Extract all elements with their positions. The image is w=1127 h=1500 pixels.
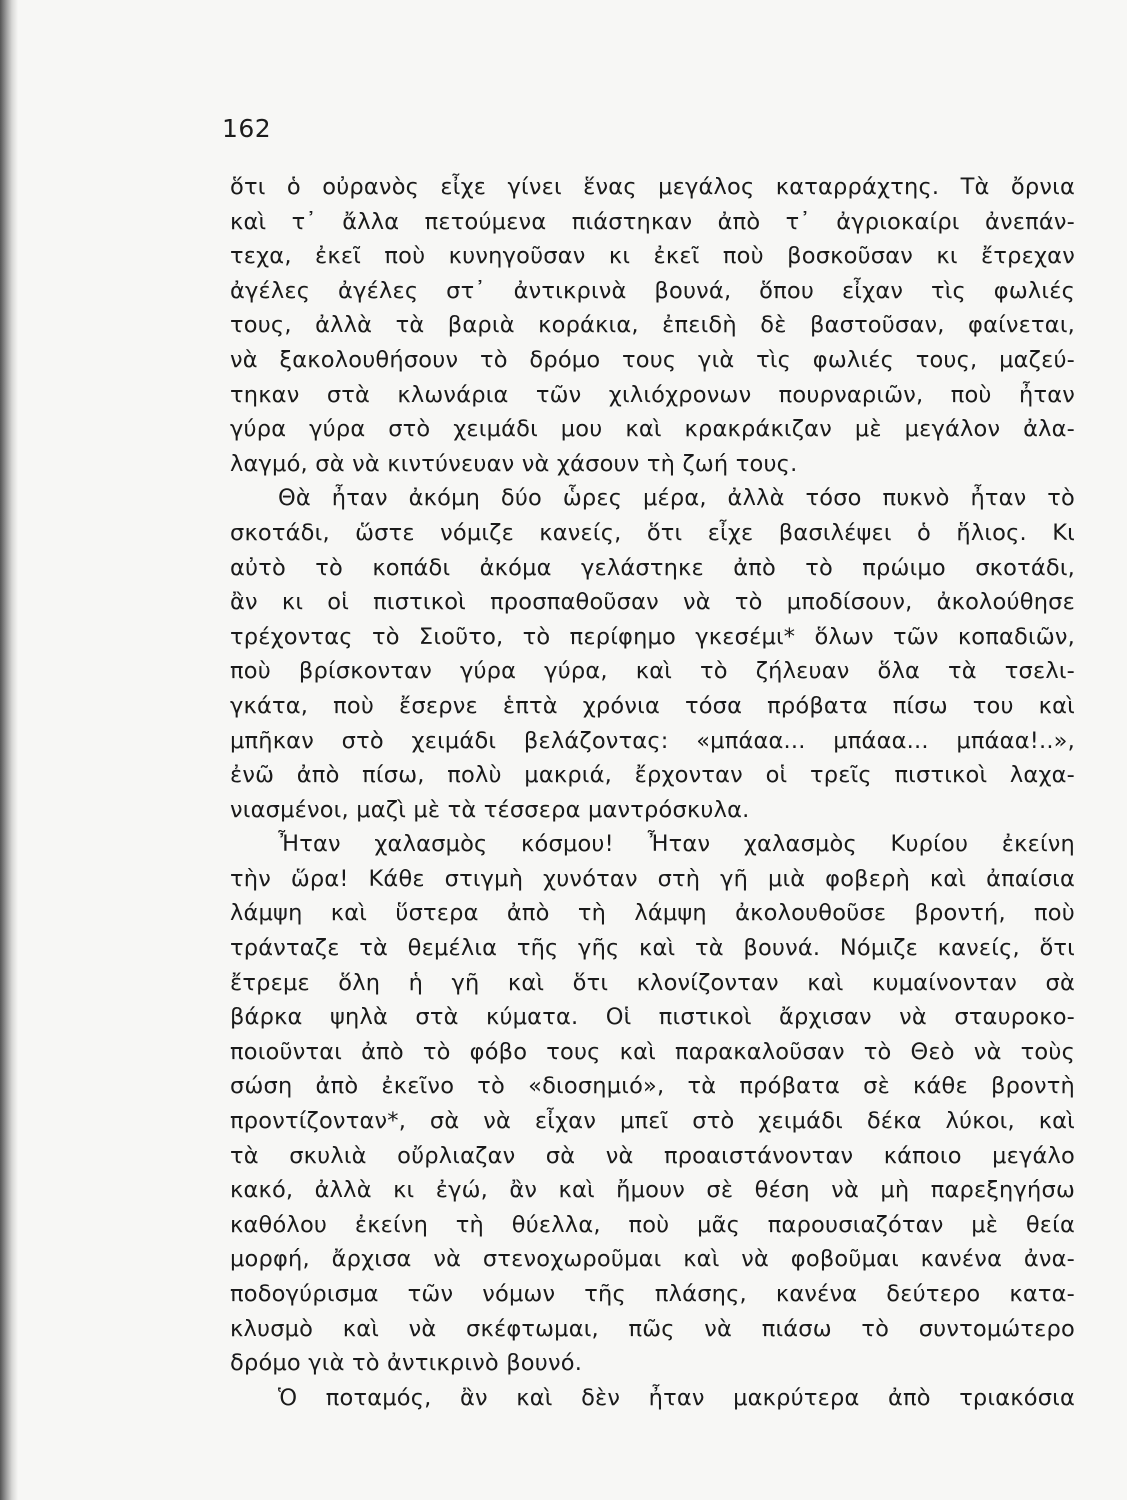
text-line: βάρκα ψηλὰ στὰ κύματα. Οἱ πιστικοὶ ἄρχισαν νὰ σταυροκο- — [230, 1004, 1075, 1031]
text-line: Ἦταν χαλασμὸς κόσμου! Ἦταν χαλασμὸς Κυρίου ἐκείνη — [278, 831, 1075, 858]
text-line: δρόμο γιὰ τὸ ἀντικρινὸ βουνό. — [230, 1350, 583, 1377]
text-line: αὐτὸ τὸ κοπάδι ἀκόμα γελάστηκε ἀπὸ τὸ πρώιμο σκοτάδι, — [230, 554, 1075, 581]
text-line: ἐνῶ ἀπὸ πίσω, πολὺ μακριά, ἔρχονταν οἱ τρεῖς πιστικοὶ λαχα- — [230, 762, 1075, 789]
page-number: 162 — [222, 114, 272, 143]
text-line: τηκαν στὰ κλωνάρια τῶν χιλιόχρονων πουρναριῶν, ποὺ ἦταν — [230, 381, 1075, 408]
text-line: ἂν κι οἱ πιστικοὶ προσπαθοῦσαν νὰ τὸ μποδίσουν, ἀκολούθησε — [230, 589, 1075, 616]
text-line: λαγμό, σὰ νὰ κιντύνευαν νὰ χάσουν τὴ ζωή τους. — [230, 450, 798, 477]
text-line: μορφή, ἄρχισα νὰ στενοχωροῦμαι καὶ νὰ φοβοῦμαι κανένα ἀνα- — [230, 1246, 1075, 1273]
text-line: τεχα, ἐκεῖ ποὺ κυνηγοῦσαν κι ἐκεῖ ποὺ βοσκοῦσαν κι ἔτρεχαν — [230, 243, 1075, 270]
text-line: γκάτα, ποὺ ἔσερνε ἑπτὰ χρόνια τόσα πρόβατα πίσω του καὶ — [230, 692, 1075, 719]
text-line: ποδογύρισμα τῶν νόμων τῆς πλάσης, κανένα δεύτερο κατα- — [230, 1281, 1075, 1307]
text-line: κακό, ἀλλὰ κι ἐγώ, ἂν καὶ ἤμουν σὲ θέση νὰ μὴ παρεξηγήσω — [230, 1177, 1075, 1204]
text-line: καὶ τ᾽ ἄλλα πετούμενα πιάστηκαν ἀπὸ τ᾽ ἀγριοκαίρι ἀνεπάν- — [230, 208, 1075, 235]
text-line: ποὺ βρίσκονταν γύρα γύρα, καὶ τὸ ζήλευαν ὅλα τὰ τσελι- — [230, 658, 1075, 685]
text-line: προντίζονταν*, σὰ νὰ εἶχαν μπεῖ στὸ χειμάδι δέκα λύκοι, καὶ — [230, 1108, 1075, 1135]
text-line: τρέχοντας τὸ Σιοῦτο, τὸ περίφημο γκεσέμι* ὅλων τῶν κοπαδιῶν, — [230, 623, 1075, 650]
text-line: λάμψη καὶ ὕστερα ἀπὸ τὴ λάμψη ἀκολουθοῦσε βροντή, ποὺ — [230, 900, 1075, 927]
text-line: Ὁ ποταμός, ἂν καὶ δὲν ἦταν μακρύτερα ἀπὸ τριακόσια — [278, 1384, 1075, 1411]
text-line: τὰ σκυλιὰ οὔρλιαζαν σὰ νὰ προαιστάνονταν κάποιο μεγάλο — [230, 1142, 1075, 1169]
text-line: γύρα γύρα στὸ χειμάδι μου καὶ κρακράκιζαν μὲ μεγάλον ἀλα- — [230, 416, 1075, 443]
text-line: ποιοῦνται ἀπὸ τὸ φόβο τους καὶ παρακαλοῦσαν τὸ Θεὸ νὰ τοὺς — [230, 1038, 1075, 1065]
text-line: τράνταζε τὰ θεμέλια τῆς γῆς καὶ τὰ βουνά. Νόμιζε κανείς, ὅτι — [230, 935, 1075, 962]
text-line: τὴν ὥρα! Κάθε στιγμὴ χυνόταν στὴ γῆ μιὰ φοβερὴ καὶ ἀπαίσια — [230, 865, 1075, 892]
text-line: τους, ἀλλὰ τὰ βαριὰ κοράκια, ἐπειδὴ δὲ βαστοῦσαν, φαίνεται, — [230, 312, 1075, 339]
text-line: νὰ ξακολουθήσουν τὸ δρόμο τους γιὰ τὶς φωλιές τους, μαζεύ- — [230, 346, 1075, 373]
text-line: νιασμένοι, μαζὶ μὲ τὰ τέσσερα μαντρόσκυλα. — [230, 796, 750, 823]
text-line: σκοτάδι, ὥστε νόμιζε κανείς, ὅτι εἶχε βασιλέψει ὁ ἥλιος. Κι — [230, 519, 1075, 546]
body-text — [230, 170, 1075, 1415]
text-line: σώση ἀπὸ ἐκεῖνο τὸ «διοσημιό», τὰ πρόβατα σὲ κάθε βροντὴ — [230, 1073, 1075, 1100]
text-line: κλυσμὸ καὶ νὰ σκέφτωμαι, πῶς νὰ πιάσω τὸ συντομώτερο — [230, 1315, 1075, 1342]
text-line: ἔτρεμε ὅλη ἡ γῆ καὶ ὅτι κλονίζονταν καὶ κυμαίνονταν σὰ — [230, 969, 1075, 996]
text-line: ὅτι ὁ οὐρανὸς εἶχε γίνει ἕνας μεγάλος καταρράχτης. Τὰ ὄρνια — [230, 174, 1075, 200]
text-line: Θὰ ἦταν ἀκόμη δύο ὧρες μέρα, ἀλλὰ τόσο πυκνὸ ἦταν τὸ — [278, 485, 1075, 512]
text-line: καθόλου ἐκείνη τὴ θύελλα, ποὺ μᾶς παρουσιαζόταν μὲ θεία — [230, 1211, 1075, 1238]
text-line: ἀγέλες ἀγέλες στ᾽ ἀντικρινὰ βουνά, ὅπου εἶχαν τὶς φωλιές — [230, 277, 1075, 304]
text-line: μπῆκαν στὸ χειμάδι βελάζοντας: «μπάαα... μπάαα... μπάαα!..», — [230, 727, 1075, 754]
